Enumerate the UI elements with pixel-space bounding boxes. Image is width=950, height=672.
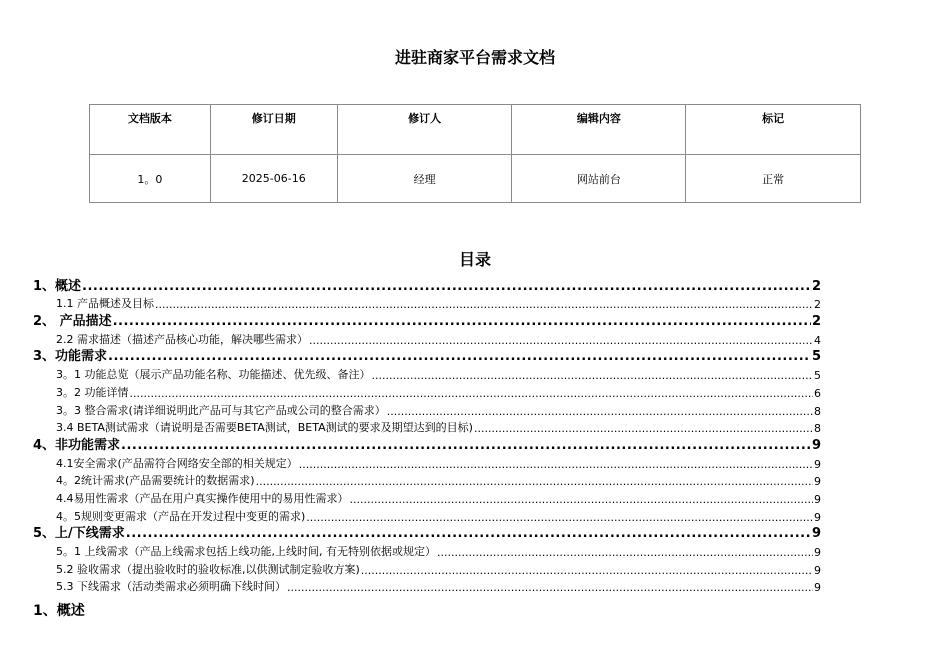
toc-leader-dots xyxy=(387,405,813,418)
table-row xyxy=(90,155,861,203)
cell-date: 2025-06-16 xyxy=(210,155,337,203)
toc-page-number: 5 xyxy=(814,369,821,383)
header-content: 编辑内容 xyxy=(512,105,686,155)
toc-leader-dots xyxy=(437,546,813,559)
toc-entry-subsection[interactable] xyxy=(33,453,821,471)
toc-page-number: 2 xyxy=(814,298,821,312)
toc-page-number: 9 xyxy=(814,492,821,506)
toc-leader-dots xyxy=(372,369,814,382)
revision-table xyxy=(89,104,861,203)
toc-page-number: 5 xyxy=(811,349,821,365)
table-of-contents xyxy=(33,276,821,594)
toc-page-number: 9 xyxy=(811,526,821,542)
toc-entry-text: 2.2 需求描述（描述产品核心功能，解决哪些需求） xyxy=(56,332,308,346)
toc-entry-text: 2、 产品描述 xyxy=(33,314,112,330)
toc-entry-subsection[interactable] xyxy=(33,382,821,400)
toc-leader-dots xyxy=(361,564,813,577)
toc-entry-text: 3、功能需求 xyxy=(33,349,108,365)
toc-entry-subsection[interactable] xyxy=(33,506,821,524)
toc-entry-subsection[interactable] xyxy=(33,294,821,312)
toc-page-number: 4 xyxy=(814,333,821,347)
header-date: 修订日期 xyxy=(210,105,337,155)
toc-leader-dots xyxy=(306,511,813,524)
toc-entry-text: 5.3 下线需求（活动类需求必须明确下线时间） xyxy=(56,580,286,594)
header-mark: 标记 xyxy=(686,105,861,155)
toc-leader-dots xyxy=(113,314,811,329)
toc-entry-text: 4、非功能需求 xyxy=(33,437,121,453)
toc-entry-text: 5。1 上线需求（产品上线需求包括上线功能,上线时间, 有无特别依据或规定） xyxy=(56,545,436,558)
toc-title: 目录 xyxy=(458,250,491,269)
toc-page-number: 6 xyxy=(814,386,821,400)
header-version: 文档版本 xyxy=(90,105,211,155)
toc-page-number: 9 xyxy=(814,546,821,559)
toc-entry-text: 4.4易用性需求（产品在用户真实操作使用中的易用性需求） xyxy=(56,491,349,505)
toc-page-number: 2 xyxy=(811,314,821,330)
cell-reviser: 经理 xyxy=(337,155,512,203)
toc-entry-text: 4。2统计需求(产品需要统计的数据需求) xyxy=(56,474,255,488)
toc-entry-chapter[interactable] xyxy=(33,347,821,365)
toc-entry-chapter[interactable] xyxy=(33,276,821,294)
toc-leader-dots xyxy=(299,458,813,471)
toc-entry-text: 3。2 功能详情 xyxy=(56,385,129,399)
toc-entry-subsection[interactable] xyxy=(33,364,821,382)
toc-entry-text: 1.1 产品概述及目标 xyxy=(56,297,154,311)
toc-entry-text: 5、上/下线需求 xyxy=(33,526,125,542)
toc-entry-subsection[interactable] xyxy=(33,329,821,347)
toc-page-number: 9 xyxy=(814,581,821,595)
toc-entry-subsection[interactable] xyxy=(33,577,821,595)
toc-entry-chapter[interactable] xyxy=(33,311,821,329)
toc-leader-dots xyxy=(82,279,811,294)
toc-entry-text: 3.4 BETA测试需求（请说明是否需要BETA测试，BETA测试的要求及期望达到的目标) xyxy=(56,421,473,435)
document-title: 进驻商家平台需求文档 xyxy=(394,48,555,67)
section-heading: 1、概述 xyxy=(33,603,85,619)
toc-leader-dots xyxy=(309,334,813,347)
toc-entry-subsection[interactable] xyxy=(33,541,821,559)
cell-version: 1。0 xyxy=(90,155,211,203)
toc-entry-text: 3。3 整合需求(请详细说明此产品可与其它产品或公司的整合需求） xyxy=(56,403,386,417)
toc-leader-dots xyxy=(108,349,811,364)
header-reviser: 修订人 xyxy=(337,105,512,155)
toc-entry-text: 4.1安全需求(产品需符合网络安全部的相关规定） xyxy=(56,456,298,470)
toc-leader-dots xyxy=(287,581,813,594)
toc-page-number: 9 xyxy=(814,510,821,524)
toc-page-number: 9 xyxy=(814,563,821,577)
toc-entry-text: 4。5规则变更需求（产品在开发过程中变更的需求) xyxy=(56,509,306,523)
toc-page-number: 9 xyxy=(814,457,821,471)
cell-content: 网站前台 xyxy=(512,155,686,203)
toc-page-number: 8 xyxy=(814,404,821,418)
toc-leader-dots xyxy=(126,526,811,541)
toc-leader-dots xyxy=(155,298,813,311)
toc-page-number: 9 xyxy=(814,475,821,489)
revision-table-header-row xyxy=(90,105,861,155)
toc-entry-subsection[interactable] xyxy=(33,488,821,506)
toc-entry-subsection[interactable] xyxy=(33,418,821,436)
toc-entry-chapter[interactable] xyxy=(33,435,821,453)
toc-entry-subsection[interactable] xyxy=(33,400,821,418)
cell-mark: 正常 xyxy=(686,155,861,203)
toc-entry-subsection[interactable] xyxy=(33,471,821,489)
toc-leader-dots xyxy=(130,387,814,400)
toc-leader-dots xyxy=(474,422,813,435)
toc-entry-subsection[interactable] xyxy=(33,559,821,577)
toc-page-number: 2 xyxy=(811,278,821,294)
toc-leader-dots xyxy=(256,475,813,488)
toc-entry-text: 5.2 验收需求（提出验收时的验收标准,以供测试制定验收方案) xyxy=(56,562,360,576)
toc-entry-chapter[interactable] xyxy=(33,524,821,542)
toc-entry-text: 3。1 功能总览（展示产品功能名称、功能描述、优先级、备注） xyxy=(56,368,371,382)
toc-page-number: 9 xyxy=(811,437,821,453)
toc-leader-dots xyxy=(350,493,814,506)
toc-page-number: 8 xyxy=(814,422,821,436)
toc-entry-text: 1、概述 xyxy=(33,278,82,294)
toc-leader-dots xyxy=(121,438,811,453)
